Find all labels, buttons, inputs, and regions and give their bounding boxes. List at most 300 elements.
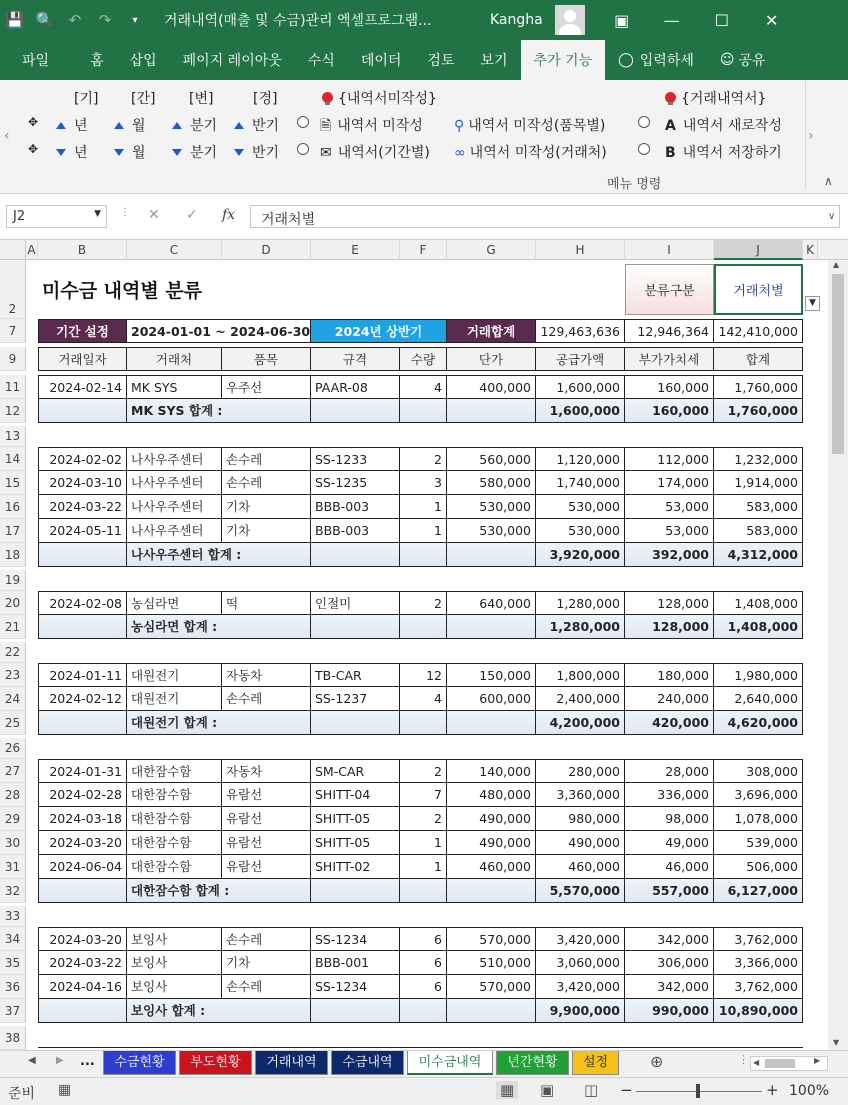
- row-header[interactable]: 36: [0, 975, 26, 999]
- table-cell[interactable]: 2024-01-31: [38, 759, 127, 783]
- table-cell[interactable]: 530,000: [536, 495, 625, 519]
- radio-save[interactable]: [638, 142, 650, 158]
- subtotal-cell[interactable]: 6,127,000: [714, 879, 803, 903]
- table-cell[interactable]: 1,800,000: [536, 663, 625, 687]
- subtotal-cell[interactable]: 4,312,000: [714, 543, 803, 567]
- table-cell[interactable]: 손수레: [222, 927, 311, 951]
- table-cell[interactable]: 1: [400, 855, 447, 879]
- tab-split-icon[interactable]: ⋮: [738, 1053, 749, 1066]
- table-cell[interactable]: 1,078,000: [714, 807, 803, 831]
- by-customer-button[interactable]: [454, 142, 607, 162]
- table-cell[interactable]: 2024-06-04: [38, 855, 127, 879]
- table-cell[interactable]: 980,000: [536, 807, 625, 831]
- subtotal-cell[interactable]: [311, 711, 400, 735]
- subtotal-cell[interactable]: [400, 999, 447, 1023]
- zoom-level[interactable]: 100%: [789, 1083, 830, 1099]
- radio-new[interactable]: [638, 115, 650, 131]
- ribbon-scroll-right-icon[interactable]: ›: [808, 128, 814, 144]
- col-header-c[interactable]: C: [127, 240, 222, 260]
- table-cell[interactable]: 160,000: [625, 375, 714, 399]
- table-cell[interactable]: 480,000: [447, 783, 536, 807]
- table-cell[interactable]: 기차: [222, 495, 311, 519]
- table-cell[interactable]: 2,640,000: [714, 687, 803, 711]
- subtotal-cell[interactable]: [311, 543, 400, 567]
- subtotal-cell[interactable]: [400, 399, 447, 423]
- table-cell[interactable]: 대한잠수함: [127, 759, 222, 783]
- subtotal-cell[interactable]: 160,000: [625, 399, 714, 423]
- tab-collections-status[interactable]: 수금현황: [103, 1051, 176, 1075]
- subtotal-cell[interactable]: [447, 615, 536, 639]
- tab-transactions[interactable]: 거래내역: [255, 1051, 328, 1075]
- table-cell[interactable]: 인절미: [311, 591, 400, 615]
- table-cell[interactable]: SHITT-05: [311, 807, 400, 831]
- table-cell[interactable]: 2,400,000: [536, 687, 625, 711]
- subtotal-cell[interactable]: [400, 543, 447, 567]
- table-cell[interactable]: 1: [400, 831, 447, 855]
- table-cell[interactable]: 583,000: [714, 495, 803, 519]
- subtotal-cell[interactable]: 대원전기 합계 :: [127, 711, 311, 735]
- table-cell[interactable]: 640,000: [447, 591, 536, 615]
- table-cell[interactable]: 보잉사: [127, 951, 222, 975]
- collapse-ribbon-icon[interactable]: ∧: [824, 174, 833, 188]
- table-cell[interactable]: 나사우주센터: [127, 495, 222, 519]
- table-cell[interactable]: 대한잠수함: [127, 783, 222, 807]
- subtotal-cell[interactable]: 보잉사 합계 :: [127, 999, 311, 1023]
- period-statement-button[interactable]: [320, 142, 430, 162]
- table-cell[interactable]: BBB-003: [311, 519, 400, 543]
- col-header-i[interactable]: I: [625, 240, 714, 260]
- table-cell[interactable]: 3,762,000: [714, 927, 803, 951]
- ribbon-scroll-left-icon[interactable]: ‹: [4, 128, 10, 144]
- subtotal-cell[interactable]: [38, 543, 127, 567]
- row-header[interactable]: 29: [0, 807, 26, 831]
- table-cell[interactable]: SS-1234: [311, 927, 400, 951]
- table-cell[interactable]: 98,000: [625, 807, 714, 831]
- tab-view[interactable]: 보기: [480, 53, 508, 69]
- name-box-dropdown-icon[interactable]: ▼: [94, 209, 101, 219]
- table-cell[interactable]: 1,408,000: [714, 591, 803, 615]
- zoom-slider-thumb[interactable]: [696, 1084, 700, 1098]
- subtotal-cell[interactable]: 557,000: [625, 879, 714, 903]
- subtotal-cell[interactable]: 420,000: [625, 711, 714, 735]
- row-header[interactable]: 33: [0, 906, 26, 927]
- subtotal-cell[interactable]: [311, 615, 400, 639]
- table-cell[interactable]: 128,000: [625, 591, 714, 615]
- table-cell[interactable]: 1,600,000: [536, 375, 625, 399]
- tab-more[interactable]: ...: [80, 1054, 95, 1069]
- table-cell[interactable]: MK SYS: [127, 375, 222, 399]
- row-header[interactable]: 35: [0, 951, 26, 975]
- table-cell[interactable]: 대한잠수함: [127, 807, 222, 831]
- table-cell[interactable]: 유람선: [222, 783, 311, 807]
- row-header[interactable]: 16: [0, 495, 26, 519]
- half-down-button[interactable]: [234, 142, 279, 162]
- subtotal-cell[interactable]: [311, 999, 400, 1023]
- table-cell[interactable]: 보잉사: [127, 975, 222, 999]
- subtotal-cell[interactable]: [38, 879, 127, 903]
- table-cell[interactable]: 2024-02-12: [38, 687, 127, 711]
- subtotal-cell[interactable]: [400, 879, 447, 903]
- table-cell[interactable]: 46,000: [625, 855, 714, 879]
- tab-dishonor-status[interactable]: 부도현황: [179, 1051, 252, 1075]
- subtotal-cell[interactable]: 392,000: [625, 543, 714, 567]
- subtotal-cell[interactable]: [400, 711, 447, 735]
- subtotal-cell[interactable]: 4,200,000: [536, 711, 625, 735]
- table-cell[interactable]: 560,000: [447, 447, 536, 471]
- table-cell[interactable]: 1,280,000: [536, 591, 625, 615]
- table-cell[interactable]: 1: [400, 495, 447, 519]
- customize-qat-icon[interactable]: ▾: [132, 14, 138, 26]
- horizontal-scroll-thumb[interactable]: [765, 1059, 795, 1068]
- table-cell[interactable]: 대한잠수함: [127, 831, 222, 855]
- row-header[interactable]: 7: [0, 319, 26, 343]
- row-header[interactable]: 2: [0, 260, 26, 319]
- table-cell[interactable]: 농심라면: [127, 591, 222, 615]
- table-cell[interactable]: 28,000: [625, 759, 714, 783]
- table-cell[interactable]: 2024-01-11: [38, 663, 127, 687]
- subtotal-cell[interactable]: [447, 879, 536, 903]
- row-header[interactable]: 30: [0, 831, 26, 855]
- table-cell[interactable]: 342,000: [625, 975, 714, 999]
- row-header[interactable]: 13: [0, 426, 26, 447]
- table-cell[interactable]: 2024-03-20: [38, 927, 127, 951]
- confirm-icon[interactable]: ✓: [186, 207, 198, 223]
- row-header[interactable]: 24: [0, 687, 26, 711]
- table-cell[interactable]: 유람선: [222, 831, 311, 855]
- table-cell[interactable]: 4: [400, 375, 447, 399]
- subtotal-cell[interactable]: [311, 399, 400, 423]
- col-header-b[interactable]: B: [38, 240, 127, 260]
- table-cell[interactable]: 583,000: [714, 519, 803, 543]
- tab-review[interactable]: 검토: [427, 53, 455, 69]
- table-cell[interactable]: BBB-001: [311, 951, 400, 975]
- table-cell[interactable]: 2: [400, 447, 447, 471]
- hscroll-right-icon[interactable]: ▶: [814, 1056, 821, 1065]
- col-header-k[interactable]: K: [803, 240, 818, 260]
- tab-insert[interactable]: 삽입: [129, 53, 157, 69]
- subtotal-cell[interactable]: [38, 615, 127, 639]
- table-cell[interactable]: 1,740,000: [536, 471, 625, 495]
- table-cell[interactable]: 보잉사: [127, 927, 222, 951]
- table-cell[interactable]: PAAR-08: [311, 375, 400, 399]
- insert-function-icon[interactable]: fx: [222, 207, 236, 223]
- macro-record-icon[interactable]: ▦: [58, 1082, 72, 1098]
- table-cell[interactable]: SM-CAR: [311, 759, 400, 783]
- table-cell[interactable]: 530,000: [536, 519, 625, 543]
- row-header[interactable]: 27: [0, 759, 26, 783]
- table-cell[interactable]: 342,000: [625, 927, 714, 951]
- scroll-down-icon[interactable]: ▼: [833, 1038, 840, 1047]
- tab-scroll-left-icon[interactable]: ◀: [28, 1055, 36, 1066]
- category-button[interactable]: 분류구분: [625, 264, 714, 315]
- table-cell[interactable]: 490,000: [447, 831, 536, 855]
- vertical-scroll-thumb[interactable]: [832, 274, 844, 454]
- table-cell[interactable]: 460,000: [536, 855, 625, 879]
- new-statement-button[interactable]: [665, 115, 782, 135]
- tab-annual-status[interactable]: 년간현황: [496, 1051, 569, 1075]
- row-header[interactable]: 32: [0, 879, 26, 903]
- row-header[interactable]: 12: [0, 399, 26, 423]
- table-cell[interactable]: 2: [400, 807, 447, 831]
- avatar[interactable]: [555, 5, 585, 35]
- table-cell[interactable]: 2: [400, 759, 447, 783]
- table-cell[interactable]: 180,000: [625, 663, 714, 687]
- row-header[interactable]: 9: [0, 347, 26, 371]
- table-cell[interactable]: 506,000: [714, 855, 803, 879]
- subtotal-cell[interactable]: [447, 711, 536, 735]
- scroll-up-icon[interactable]: ▲: [833, 260, 840, 269]
- close-icon[interactable]: ✕: [765, 10, 779, 30]
- row-header[interactable]: 34: [0, 927, 26, 951]
- table-cell[interactable]: 2024-02-14: [38, 375, 127, 399]
- table-cell[interactable]: 112,000: [625, 447, 714, 471]
- table-cell[interactable]: 570,000: [447, 975, 536, 999]
- table-cell[interactable]: 손수레: [222, 975, 311, 999]
- table-cell[interactable]: 539,000: [714, 831, 803, 855]
- table-cell[interactable]: 3,360,000: [536, 783, 625, 807]
- table-cell[interactable]: 손수레: [222, 447, 311, 471]
- col-header-h[interactable]: H: [536, 240, 625, 260]
- table-cell[interactable]: 나사우주센터: [127, 447, 222, 471]
- table-cell[interactable]: 손수레: [222, 687, 311, 711]
- month-down-button[interactable]: [114, 142, 146, 162]
- formula-input[interactable]: 거래처별: [250, 205, 840, 228]
- table-cell[interactable]: 자동차: [222, 663, 311, 687]
- subtotal-cell[interactable]: 나사우주센터 합계 :: [127, 543, 311, 567]
- tell-me-search[interactable]: [605, 40, 707, 80]
- tab-page-layout[interactable]: 페이지 레이아웃: [182, 53, 282, 69]
- tab-add-ins[interactable]: 추가 기능: [521, 40, 606, 80]
- table-cell[interactable]: SS-1233: [311, 447, 400, 471]
- row-header[interactable]: 14: [0, 447, 26, 471]
- table-cell[interactable]: 140,000: [447, 759, 536, 783]
- name-box[interactable]: [6, 205, 107, 228]
- col-header-g[interactable]: G: [447, 240, 536, 260]
- share-button[interactable]: [707, 40, 779, 80]
- year-down-button[interactable]: [56, 142, 88, 162]
- row-header[interactable]: 18: [0, 543, 26, 567]
- row-header[interactable]: 38: [0, 1026, 26, 1050]
- table-cell[interactable]: 3,696,000: [714, 783, 803, 807]
- hscroll-left-icon[interactable]: ◀: [753, 1058, 760, 1067]
- cancel-icon[interactable]: ✕: [148, 207, 160, 223]
- select-all-corner[interactable]: [0, 240, 26, 260]
- subtotal-cell[interactable]: 990,000: [625, 999, 714, 1023]
- col-header-d[interactable]: D: [222, 240, 311, 260]
- year-up-button[interactable]: [56, 115, 88, 135]
- subtotal-cell[interactable]: 4,620,000: [714, 711, 803, 735]
- table-cell[interactable]: 530,000: [447, 495, 536, 519]
- row-header[interactable]: 28: [0, 783, 26, 807]
- table-cell[interactable]: SHITT-05: [311, 831, 400, 855]
- subtotal-cell[interactable]: [311, 879, 400, 903]
- table-cell[interactable]: 3,060,000: [536, 951, 625, 975]
- subtotal-cell[interactable]: [38, 711, 127, 735]
- subtotal-cell[interactable]: [447, 399, 536, 423]
- table-cell[interactable]: 3,420,000: [536, 927, 625, 951]
- table-cell[interactable]: 우주선: [222, 375, 311, 399]
- col-header-f[interactable]: F: [400, 240, 447, 260]
- table-cell[interactable]: 1: [400, 519, 447, 543]
- table-cell[interactable]: 174,000: [625, 471, 714, 495]
- table-cell[interactable]: 2024-04-16: [38, 975, 127, 999]
- subtotal-cell[interactable]: MK SYS 합계 :: [127, 399, 311, 423]
- table-cell[interactable]: SHITT-02: [311, 855, 400, 879]
- table-cell[interactable]: 자동차: [222, 759, 311, 783]
- radio-unwritten[interactable]: [297, 115, 309, 131]
- quarter-up-button[interactable]: [172, 115, 217, 135]
- table-cell[interactable]: 6: [400, 927, 447, 951]
- redo-icon[interactable]: ↷: [98, 11, 112, 29]
- table-cell[interactable]: 나사우주센터: [127, 519, 222, 543]
- subtotal-cell[interactable]: [38, 999, 127, 1023]
- table-cell[interactable]: 2024-02-08: [38, 591, 127, 615]
- table-cell[interactable]: 2024-03-10: [38, 471, 127, 495]
- table-cell[interactable]: 336,000: [625, 783, 714, 807]
- table-cell[interactable]: 손수레: [222, 471, 311, 495]
- table-cell[interactable]: 2024-02-28: [38, 783, 127, 807]
- row-header[interactable]: 22: [0, 642, 26, 663]
- radio-period[interactable]: [297, 142, 309, 158]
- subtotal-cell[interactable]: [38, 399, 127, 423]
- tab-scroll-right-icon[interactable]: ▶: [56, 1055, 64, 1066]
- customer-button[interactable]: 거래처별: [714, 264, 803, 315]
- row-header[interactable]: 21: [0, 615, 26, 639]
- row-header[interactable]: 31: [0, 855, 26, 879]
- table-cell[interactable]: 308,000: [714, 759, 803, 783]
- quarter-down-button[interactable]: [172, 142, 217, 162]
- table-cell[interactable]: SS-1237: [311, 687, 400, 711]
- row-header[interactable]: 20: [0, 591, 26, 615]
- row-header[interactable]: 37: [0, 999, 26, 1023]
- table-cell[interactable]: 3,762,000: [714, 975, 803, 999]
- normal-view-icon[interactable]: ▦: [496, 1081, 518, 1099]
- tab-formulas[interactable]: 수식: [307, 53, 335, 69]
- tab-home[interactable]: 홈: [90, 53, 104, 69]
- table-cell[interactable]: 490,000: [447, 807, 536, 831]
- save-statement-button[interactable]: [665, 142, 782, 162]
- subtotal-cell[interactable]: 1,760,000: [714, 399, 803, 423]
- table-cell[interactable]: 1,232,000: [714, 447, 803, 471]
- table-cell[interactable]: 2024-03-22: [38, 951, 127, 975]
- table-cell[interactable]: 306,000: [625, 951, 714, 975]
- row-header[interactable]: 19: [0, 570, 26, 591]
- user-name[interactable]: Kangha: [490, 12, 543, 28]
- undo-icon[interactable]: ↶: [68, 11, 82, 29]
- row-header[interactable]: 25: [0, 711, 26, 735]
- table-cell[interactable]: 대한잠수함: [127, 855, 222, 879]
- month-up-button[interactable]: [114, 115, 146, 135]
- table-cell[interactable]: 240,000: [625, 687, 714, 711]
- zoom-in-icon[interactable]: +: [766, 1081, 779, 1099]
- subtotal-cell[interactable]: 대한잠수함 합계 :: [127, 879, 311, 903]
- print-preview-icon[interactable]: 🔍: [35, 11, 55, 29]
- table-cell[interactable]: 1,914,000: [714, 471, 803, 495]
- cell-dropdown-icon[interactable]: ▼: [805, 296, 820, 311]
- table-cell[interactable]: 3,420,000: [536, 975, 625, 999]
- add-sheet-icon[interactable]: ⊕: [650, 1052, 664, 1071]
- table-cell[interactable]: 400,000: [447, 375, 536, 399]
- tab-file[interactable]: 파일: [22, 53, 50, 69]
- formula-expand-icon[interactable]: ∨: [828, 211, 836, 222]
- table-cell[interactable]: 600,000: [447, 687, 536, 711]
- table-cell[interactable]: 6: [400, 975, 447, 999]
- row-header[interactable]: 15: [0, 471, 26, 495]
- subtotal-cell[interactable]: [447, 999, 536, 1023]
- table-cell[interactable]: 490,000: [536, 831, 625, 855]
- ribbon-display-icon[interactable]: ▣: [614, 10, 630, 30]
- subtotal-cell[interactable]: 농심라면 합계 :: [127, 615, 311, 639]
- table-cell[interactable]: 2: [400, 591, 447, 615]
- subtotal-cell[interactable]: 1,280,000: [536, 615, 625, 639]
- table-cell[interactable]: 2024-03-20: [38, 831, 127, 855]
- table-cell[interactable]: 7: [400, 783, 447, 807]
- row-header[interactable]: 17: [0, 519, 26, 543]
- tab-data[interactable]: 데이터: [360, 53, 402, 69]
- table-cell[interactable]: 대원전기: [127, 663, 222, 687]
- table-cell[interactable]: 1,980,000: [714, 663, 803, 687]
- table-cell[interactable]: 유람선: [222, 807, 311, 831]
- subtotal-cell[interactable]: [400, 615, 447, 639]
- table-cell[interactable]: 570,000: [447, 927, 536, 951]
- table-cell[interactable]: 기차: [222, 951, 311, 975]
- table-cell[interactable]: 기차: [222, 519, 311, 543]
- table-cell[interactable]: 유람선: [222, 855, 311, 879]
- table-cell[interactable]: SHITT-04: [311, 783, 400, 807]
- table-cell[interactable]: 1,760,000: [714, 375, 803, 399]
- period-range[interactable]: 2024-01-01 ~ 2024-06-30: [127, 319, 311, 343]
- row-header[interactable]: 26: [0, 738, 26, 759]
- table-cell[interactable]: SS-1234: [311, 975, 400, 999]
- page-layout-view-icon[interactable]: ▣: [540, 1081, 555, 1099]
- col-header-e[interactable]: E: [311, 240, 400, 260]
- zoom-out-icon[interactable]: −: [620, 1081, 633, 1099]
- subtotal-cell[interactable]: 9,900,000: [536, 999, 625, 1023]
- subtotal-cell[interactable]: 5,570,000: [536, 879, 625, 903]
- table-cell[interactable]: 1,120,000: [536, 447, 625, 471]
- table-cell[interactable]: 떡: [222, 591, 311, 615]
- table-cell[interactable]: 12: [400, 663, 447, 687]
- table-cell[interactable]: 3: [400, 471, 447, 495]
- subtotal-cell[interactable]: 1,600,000: [536, 399, 625, 423]
- col-header-a[interactable]: A: [26, 240, 38, 260]
- table-cell[interactable]: 4: [400, 687, 447, 711]
- table-cell[interactable]: SS-1235: [311, 471, 400, 495]
- subtotal-cell[interactable]: [447, 543, 536, 567]
- row-header[interactable]: 11: [0, 375, 26, 399]
- col-header-j[interactable]: J: [714, 240, 803, 260]
- subtotal-cell[interactable]: 1,408,000: [714, 615, 803, 639]
- table-cell[interactable]: 2024-03-18: [38, 807, 127, 831]
- table-cell[interactable]: 2024-03-22: [38, 495, 127, 519]
- write-statement-button[interactable]: [320, 115, 423, 139]
- table-cell[interactable]: 53,000: [625, 519, 714, 543]
- table-cell[interactable]: 460,000: [447, 855, 536, 879]
- table-cell[interactable]: 2024-05-11: [38, 519, 127, 543]
- table-cell[interactable]: TB-CAR: [311, 663, 400, 687]
- table-cell[interactable]: 3,366,000: [714, 951, 803, 975]
- subtotal-cell[interactable]: 128,000: [625, 615, 714, 639]
- table-cell[interactable]: 150,000: [447, 663, 536, 687]
- maximize-icon[interactable]: ☐: [714, 10, 729, 30]
- table-cell[interactable]: 510,000: [447, 951, 536, 975]
- table-cell[interactable]: 대원전기: [127, 687, 222, 711]
- tab-collections[interactable]: 수금내역: [331, 1051, 404, 1075]
- table-cell[interactable]: 49,000: [625, 831, 714, 855]
- table-cell[interactable]: 53,000: [625, 495, 714, 519]
- table-cell[interactable]: 나사우주센터: [127, 471, 222, 495]
- half-up-button[interactable]: [234, 115, 279, 135]
